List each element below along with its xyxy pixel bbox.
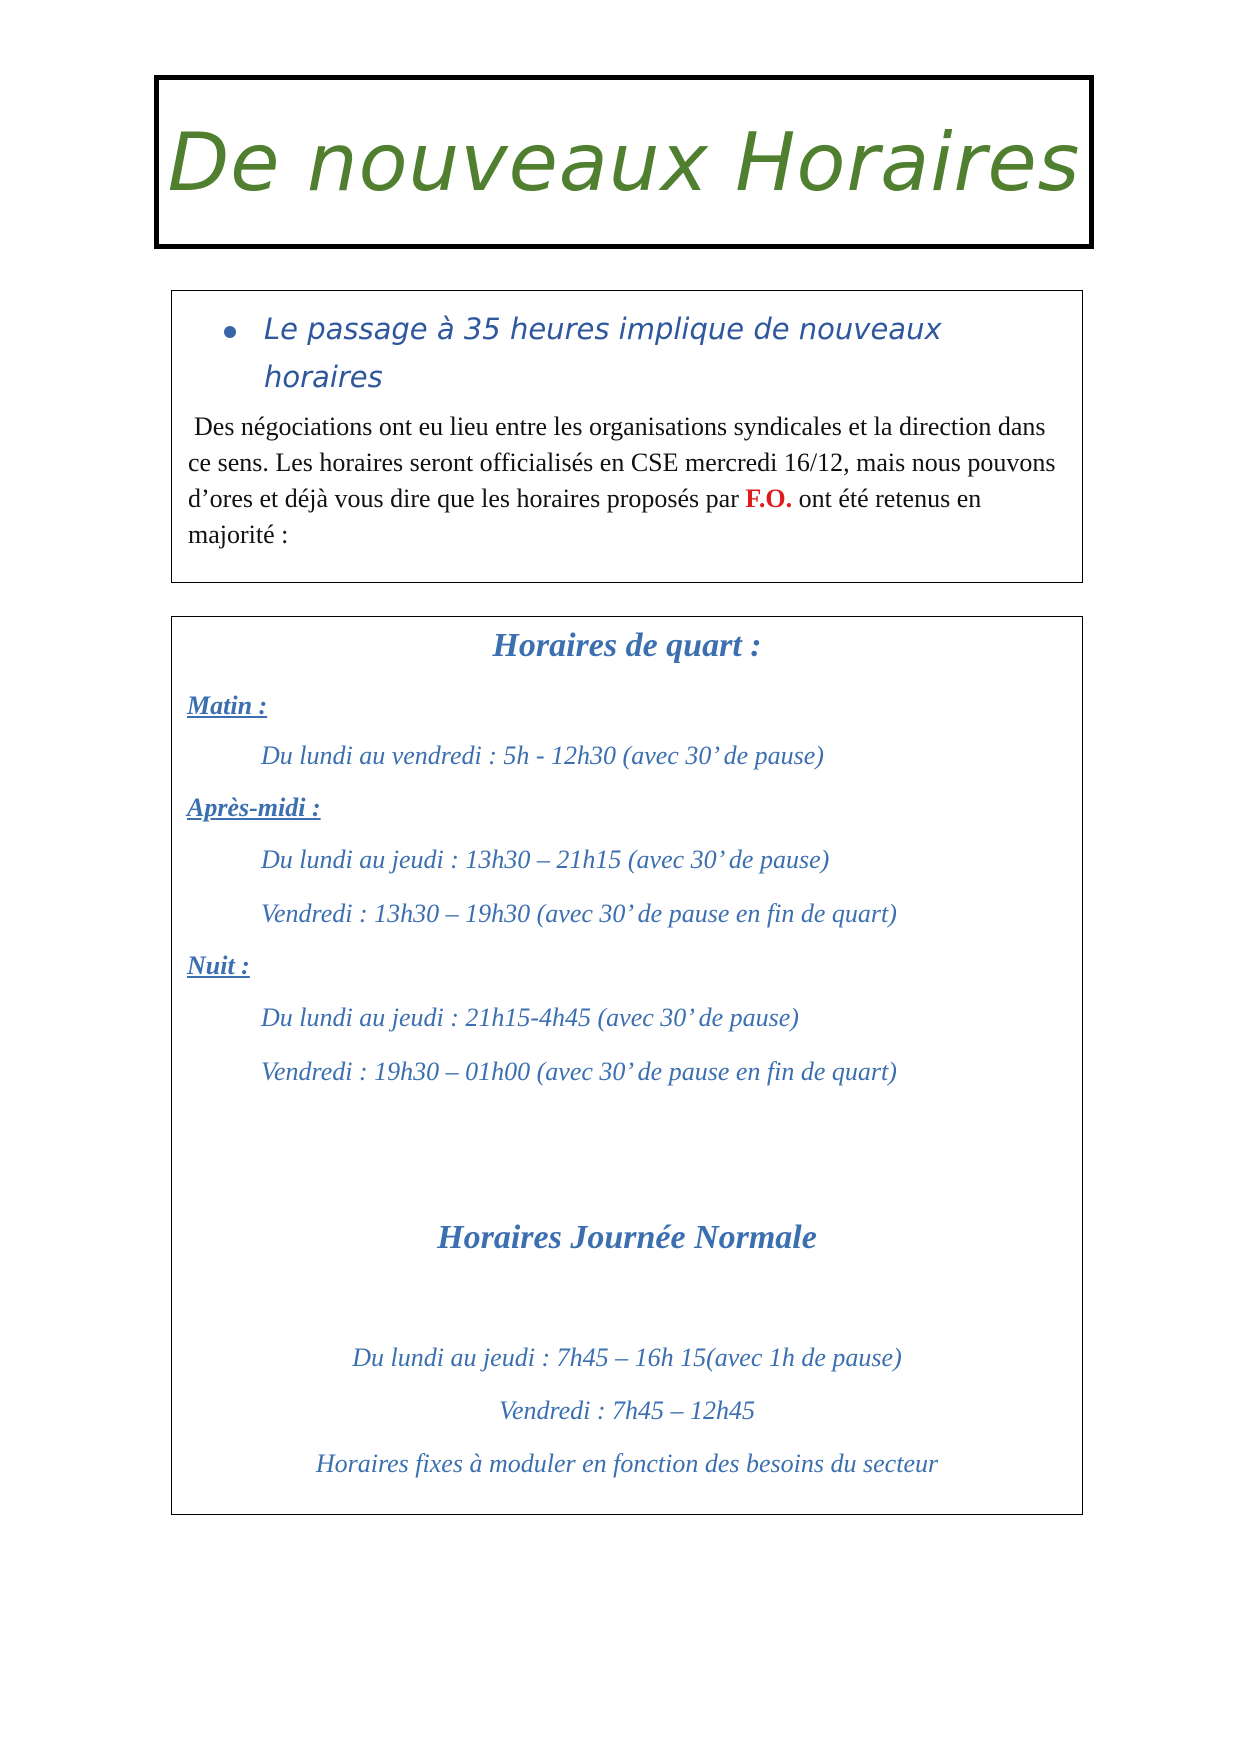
nuit-line-1: Du lundi au jeudi : 21h15-4h45 (avec 30’ de pause)	[261, 1003, 799, 1032]
apres-midi-line-1: Du lundi au jeudi : 13h30 – 21h15 (avec 30’ de pause)	[261, 845, 830, 874]
intro-paragraph	[188, 409, 1068, 553]
normal-day-heading: Horaires Journée Normale	[437, 1219, 817, 1256]
intro-box	[171, 290, 1083, 583]
matin-line-1: Du lundi au vendredi : 5h - 12h30 (avec 30’ de pause)	[261, 741, 824, 770]
apres-midi-label: Après-midi :	[187, 793, 321, 822]
normal-day-line-1: Du lundi au jeudi : 7h45 – 16h 15(avec 1h de pause)	[352, 1343, 902, 1372]
page-title: De nouveaux Horaires	[167, 115, 1081, 209]
nuit-label: Nuit :	[187, 951, 250, 980]
matin-label: Matin :	[187, 691, 268, 720]
normal-day-line-2: Vendredi : 7h45 – 12h45	[498, 1396, 756, 1425]
apres-midi-line-2: Vendredi : 13h30 – 19h30 (avec 30’ de pause en fin de quart)	[261, 899, 897, 928]
bullet-icon	[224, 326, 236, 338]
normal-day-line-3: Horaires fixes à moduler en fonction des besoins du secteur	[315, 1449, 939, 1478]
fo-highlight: F.O.	[745, 484, 793, 513]
shift-schedule-heading: Horaires de quart :	[492, 627, 762, 664]
schedule-box	[171, 616, 1083, 1515]
intro-text-before: Des négociations ont eu lieu entre les organisations syndicales et la direction dans ce sens. Les horaires seront officialisés en CSE mercredi 16/12, mais nous pouvons d’ores et déjà vous dire que les horaires proposés par	[188, 412, 1056, 513]
intro-text-after: ont été retenus en majorité :	[188, 484, 982, 549]
intro-bullet	[224, 305, 1044, 401]
nuit-line-2: Vendredi : 19h30 – 01h00 (avec 30’ de pause en fin de quart)	[261, 1057, 897, 1086]
title-frame	[154, 75, 1094, 249]
intro-bullet-text: Le passage à 35 heures implique de nouveaux horaires	[264, 312, 942, 394]
